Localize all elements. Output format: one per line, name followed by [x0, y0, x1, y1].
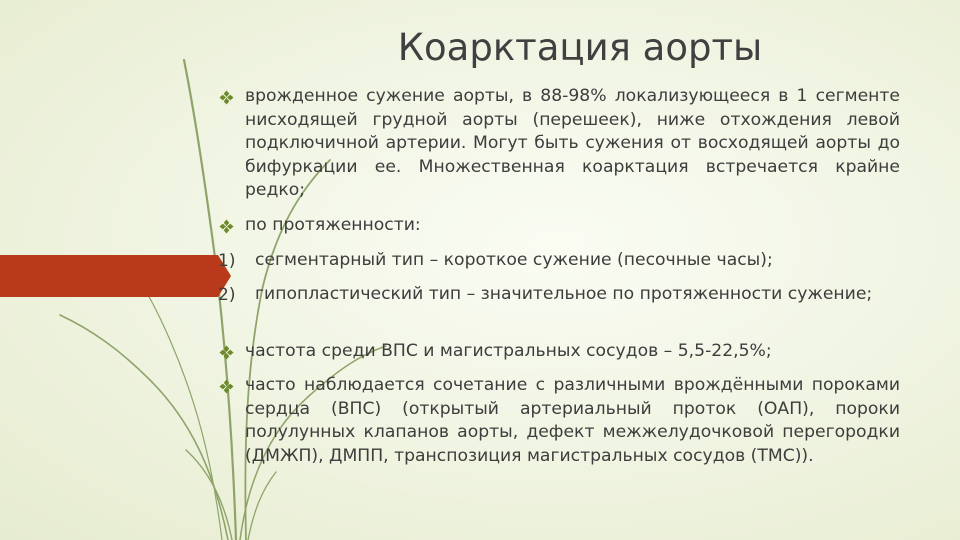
slide-title: Коарктация аорты	[397, 26, 763, 69]
accent-bar	[0, 255, 231, 297]
list-item	[218, 374, 900, 468]
list-item	[218, 249, 900, 273]
list-item-text: гипопластический тип – значительное по протяженности сужение;	[255, 284, 873, 304]
list-item-text: частота среди ВПС и магистральных сосудов – 5,5-22,5%;	[245, 341, 772, 361]
list-item	[218, 283, 900, 307]
list-item-text: часто наблюдается сочетание с различными врождёнными пороками сердца (ВПС) (открытый артериальный проток (ОАП), пороки полулунных клапанов аорты, дефект межжелудочковой перегородки (ДМЖП), ДМПП, транспозиция магистральных сосудов (ТМС)).	[245, 375, 900, 466]
diamond-bullet-icon	[219, 219, 234, 234]
list-item-text: по протяженности:	[245, 215, 421, 235]
list-item	[218, 214, 900, 238]
list-item	[218, 340, 900, 364]
list-item-text: врожденное сужение аорты, в 88-98% локализующееся в 1 сегменте нисходящей грудной аорты (перешеек), ниже отхождения левой подключичной артерии. Могут быть сужения от восходящей аорты до бифуркации ее. Множественная коарктация встречается крайне редко;	[245, 86, 900, 200]
list-item-number: 2)	[218, 285, 236, 305]
diamond-bullet-icon	[219, 90, 234, 105]
list-item	[218, 85, 900, 203]
list-item-number: 1)	[218, 251, 236, 271]
diamond-bullet-icon	[219, 345, 234, 360]
diamond-bullet-icon	[219, 379, 234, 394]
list-item-text: сегментарный тип – короткое сужение (песочные часы);	[255, 250, 773, 270]
